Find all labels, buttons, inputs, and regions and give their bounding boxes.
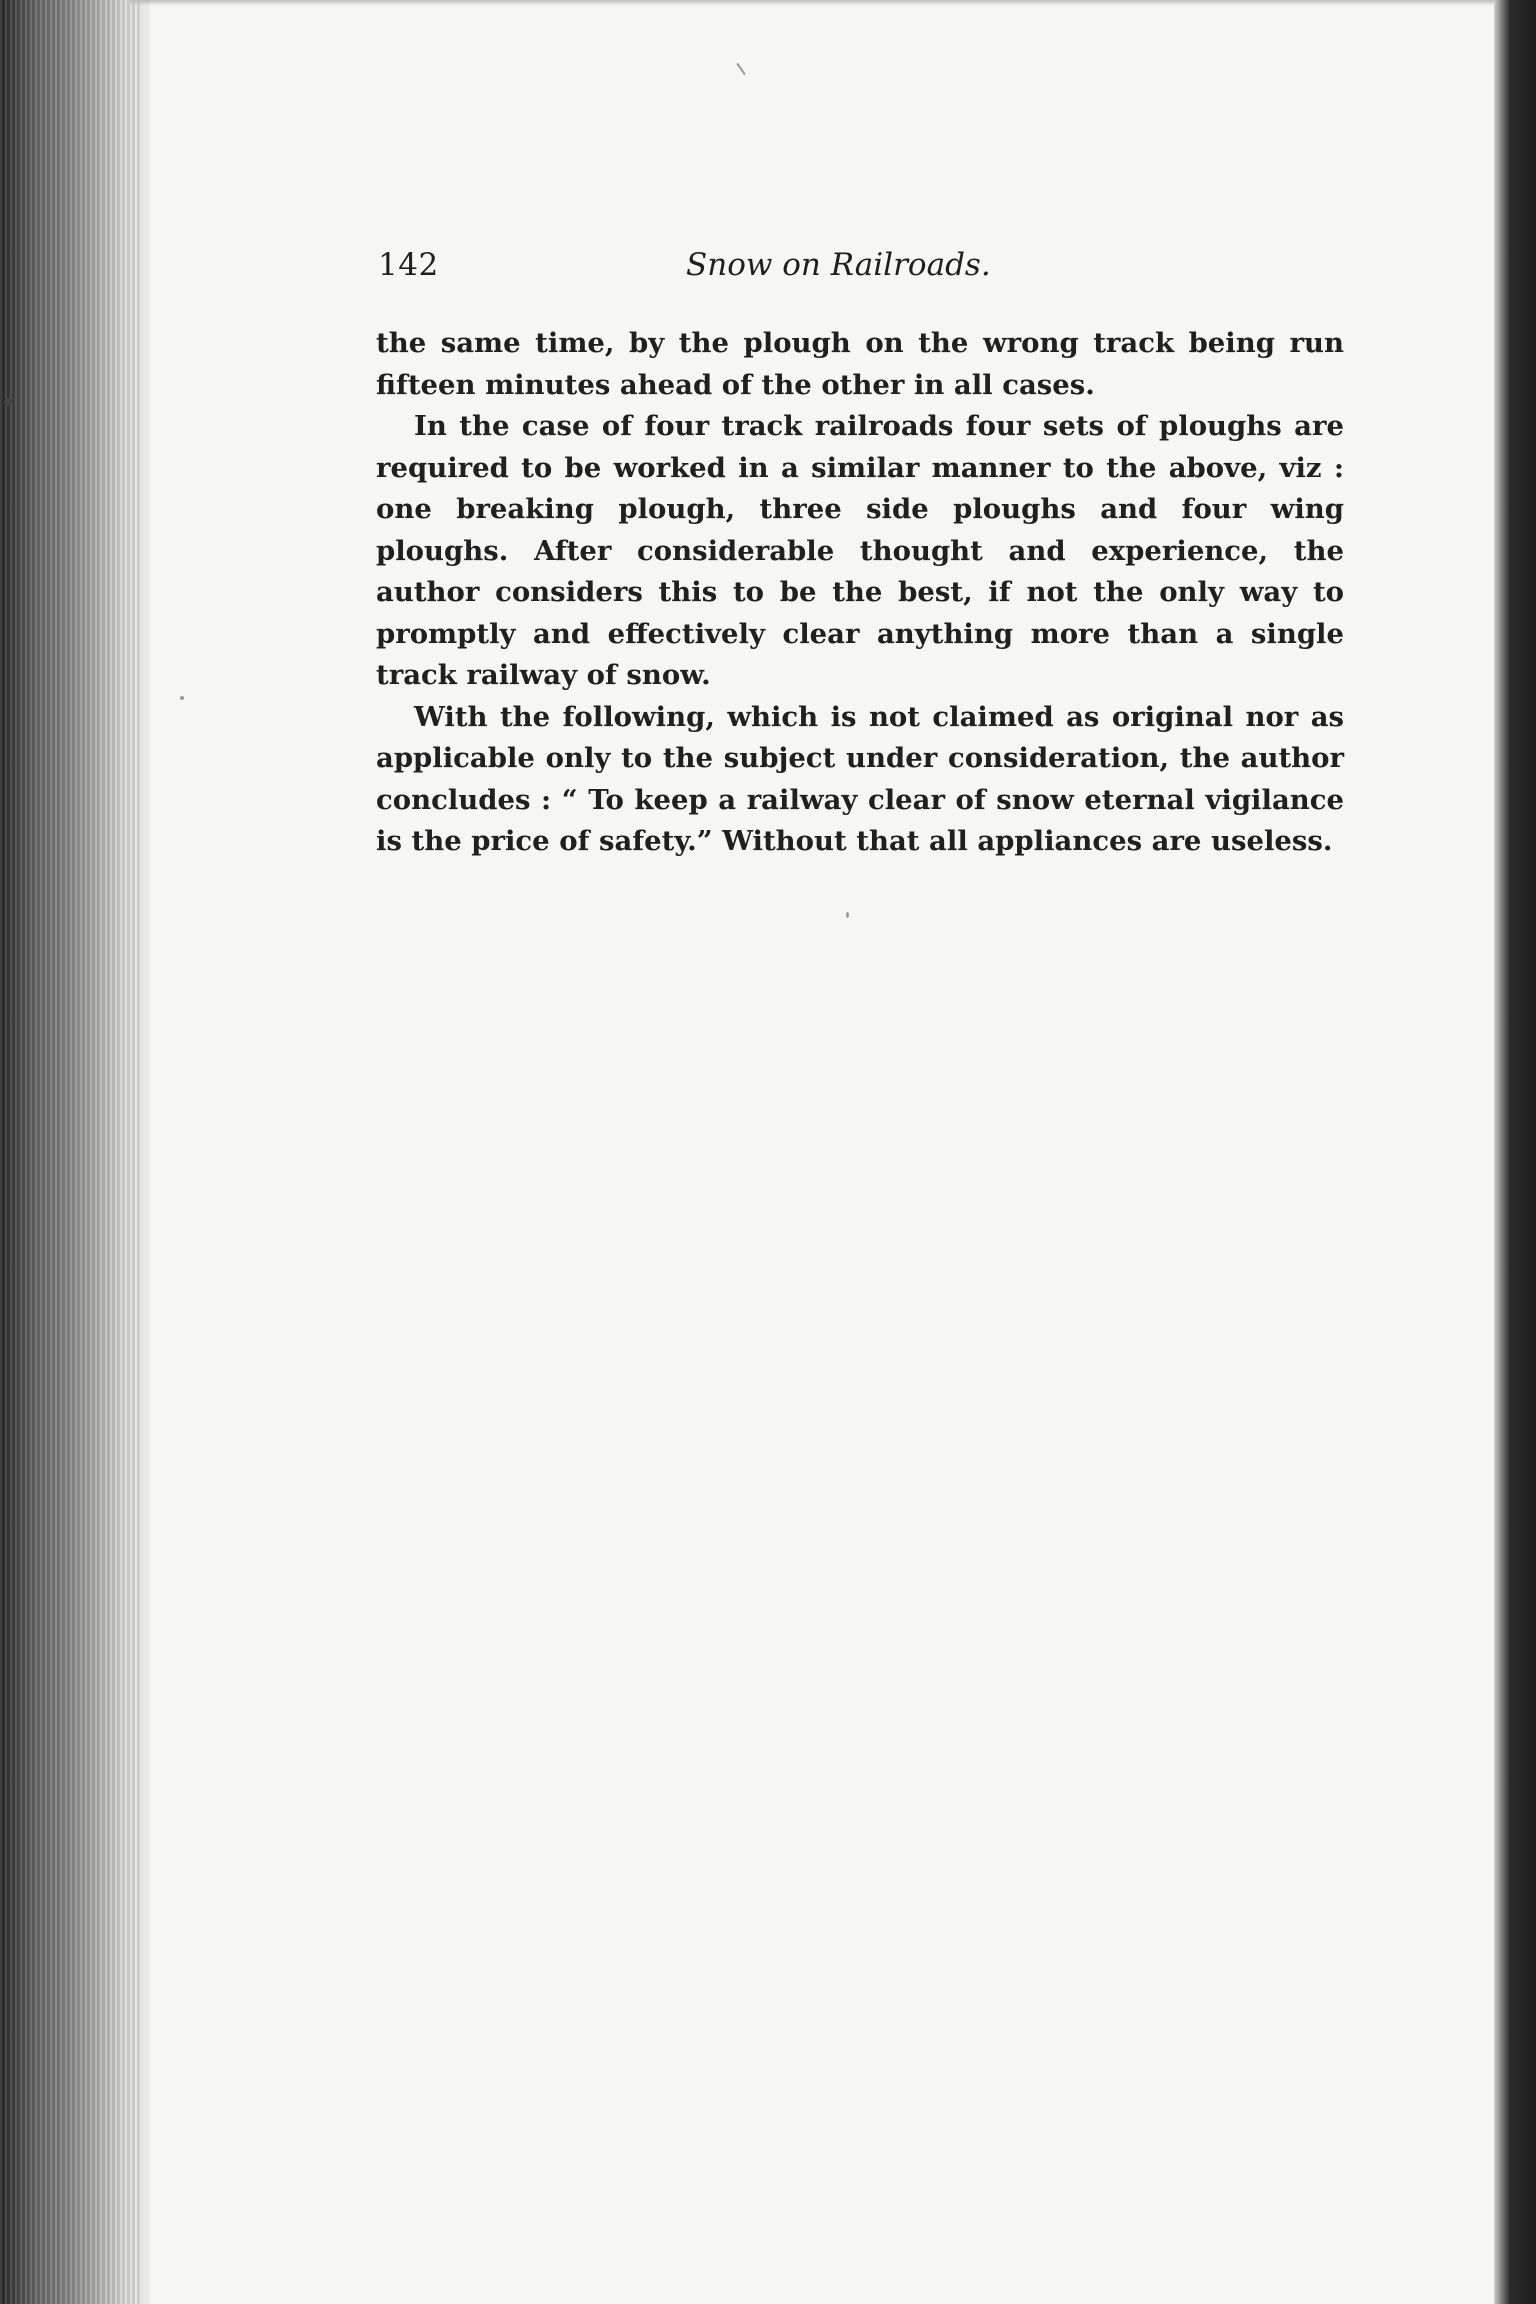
- running-title: Snow on Railroads.: [686, 247, 991, 283]
- page-edge-lines: [0, 0, 140, 2304]
- dust-speck: [180, 696, 184, 700]
- dust-speck: [846, 912, 849, 918]
- paragraph-continuation: the same time, by the plough on the wrong track being run fifteen minutes ahead of the other in all cases.: [376, 327, 1344, 401]
- running-head: [378, 247, 1360, 291]
- body-text: [376, 323, 1344, 863]
- paragraph-conclusion: With the following, which is not claimed as original nor as applicable only to the subject under consideration, the author concludes : “ To keep a railway clear of snow eternal vigilance is the price of safety.” Without that all appliances are useless.: [376, 700, 1344, 857]
- book-top-edge: [130, 0, 1510, 6]
- dust-speck: [736, 63, 746, 76]
- dust-speck: [4, 398, 12, 406]
- page-number: 142: [378, 247, 439, 283]
- paragraph-four-track: In the case of four track railroads four sets of ploughs are required to be worked in a similar manner to the above, viz : one breaking plough, three side ploughs and four wing ploughs. After considerable thought and experience, the author considers this to be the best, if not the only way to promptly and effectively clear anything more than a single track railway of snow.: [376, 410, 1344, 691]
- book-right-edge: [1494, 0, 1536, 2304]
